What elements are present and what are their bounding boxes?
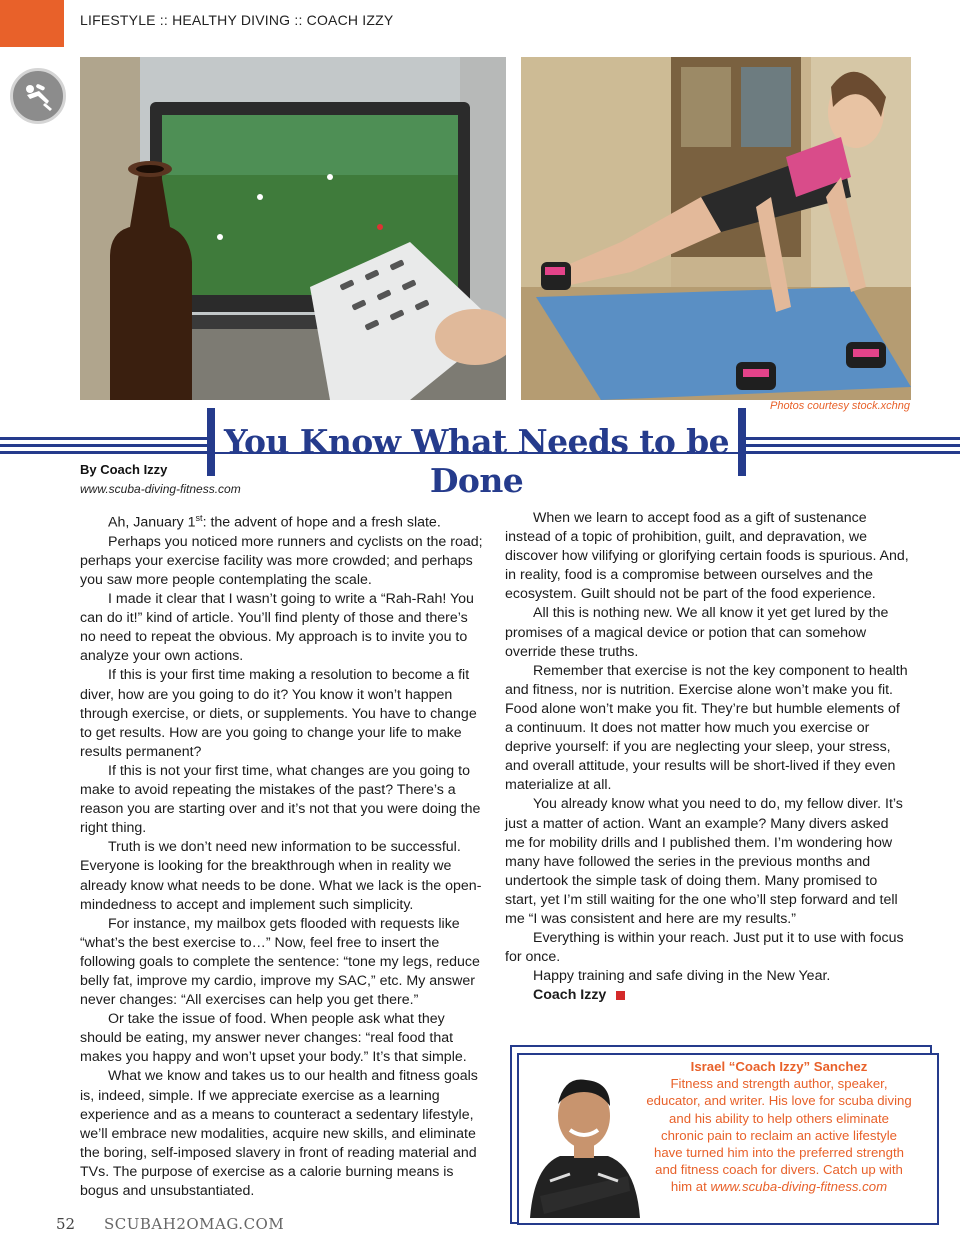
plank-exercise-photo bbox=[521, 57, 911, 400]
bio-description: Fitness and strength author, speaker, educator, and writer. His love for scuba diving and his ability to help others eliminate chronic pain to reclaim an active lifestyle have turned him into the preferred strength and fitness coach for divers. Catch up with him at bbox=[646, 1076, 912, 1195]
paragraph: If this is your first time making a resolution to become a fit diver, how are you going to do it? You know it won’t happen through exercise, or diets, or supplements. You have to change to get results. How are you going to change your life to make results permanent? bbox=[80, 667, 477, 760]
paragraph: Remember that exercise is not the key component to health and fitness, nor is nutrition. Exercise alone won’t make you fit. Food alone won’t make you fit. They’re but humble elements of a continuum. It does not matter how much you exercise or deprive yourself: if you are neglecting your sleep, your stress, and overall attitude, your results will be short-lived if they even materialize at all. bbox=[505, 662, 908, 794]
bio-url: www.scuba-diving-fitness.com bbox=[710, 1179, 888, 1195]
left-column bbox=[80, 509, 485, 1201]
paragraph: When we learn to accept food as a gift of sustenance instead of a topic of prohibition, guilt, and depravation, we discover how vilifying or glorifying certain foods is spurious. And, in reality, food is a compromise between ourselves and the ecosystem. Guilt should not be part of the food experience. bbox=[505, 510, 909, 603]
author-bio bbox=[646, 1058, 912, 1196]
paragraph: Or take the issue of food. When people ask what they should be eating, my answer never changes: “real food that makes you happy and won’t upset your body.” It’s that simple. bbox=[80, 1011, 467, 1066]
section-color-tab bbox=[0, 0, 64, 47]
paragraph: For instance, my mailbox gets flooded with requests like “what’s the best exercise to…” Now, feel free to insert the following goals to complete the sentence: “tone my legs, reduce belly fat, improve my cardio, improve my SAC,” etc. My answer never changes: “All exercises can help you get there.” bbox=[80, 915, 480, 1009]
paragraph: Everything is within your reach. Just put it to use with focus for once. bbox=[505, 930, 904, 966]
article-headline: You Know What Needs to be Done bbox=[223, 422, 730, 500]
magazine-name: SCUBAH2OMAG.COM bbox=[104, 1215, 285, 1233]
paragraph: If this is not your first time, what changes are you going to make to avoid repeating the mistakes of the past? There’s a reason you are starting over and it’s not that you were doing the right thing. bbox=[80, 762, 481, 837]
right-column bbox=[505, 509, 910, 1005]
paragraph: Truth is we don’t need new information to be successful. Everyone is looking for the breakthrough when in reality we already know what needs to be done. What we lack is the open-mindedness to accept and implement such simplicity. bbox=[80, 839, 482, 913]
end-mark-icon bbox=[616, 991, 625, 1000]
signature bbox=[505, 986, 910, 1005]
paragraph: Happy training and safe diving in the New Year. bbox=[533, 968, 831, 985]
paragraph: Ah, January 1st: the advent of hope and a fresh slate. bbox=[108, 513, 441, 531]
byline-url: www.scuba-diving-fitness.com bbox=[80, 482, 241, 496]
byline-author: By Coach Izzy bbox=[80, 462, 168, 477]
breadcrumb: LIFESTYLE :: HEALTHY DIVING :: COACH IZZY bbox=[80, 12, 394, 28]
author-photo bbox=[520, 1056, 648, 1218]
paragraph: What we know and takes us to our health and fitness goals is, indeed, simple. If we appreciate exercise as a learning experience and as a means to counteract a sedentary lifestyle, we’ll embrace new modalities, acquire new skills, and eliminate the boring, self-imposed slavery in front of reading material and TVs. The purpose of exercise as a calorie burning means is bogus and unsubstantiated. bbox=[80, 1068, 478, 1200]
paragraph: Perhaps you noticed more runners and cyclists on the road; perhaps your exercise facility was more crowded; and perhaps you saw more people contemplating the scale. bbox=[80, 533, 483, 589]
title-bracket-left bbox=[207, 408, 215, 476]
scuba-diver-icon bbox=[10, 68, 66, 124]
bio-name: Israel “Coach Izzy” Sanchez bbox=[690, 1059, 868, 1074]
paragraph: You already know what you need to do, my fellow diver. It’s just a matter of action. Want an example? Many divers asked me for mobility drills and I published them. I’m wondering how many have followed the series in the previous months and undertook the simple task of doing them. Many promised to start, yet I’m still waiting for the one who’ll step forward and tell me “I was consistent and here are my results.” bbox=[505, 796, 903, 927]
title-bracket-right bbox=[738, 408, 746, 476]
tv-remote-photo bbox=[80, 57, 506, 400]
page-number: 52 bbox=[56, 1215, 76, 1233]
photo-credit: Photos courtesy stock.xchng bbox=[769, 400, 910, 412]
signature-name: Coach Izzy bbox=[533, 987, 607, 1004]
paragraph: I made it clear that I wasn’t going to write a “Rah-Rah! You can do it!” kind of article. You’ll find plenty of those and there’s no need to repeat the obvious. My approach is to invite you to analyze your own actions. bbox=[80, 591, 474, 665]
paragraph: All this is nothing new. We all know it yet get lured by the promises of a magical device or potion that can somehow override these truths. bbox=[505, 605, 889, 660]
